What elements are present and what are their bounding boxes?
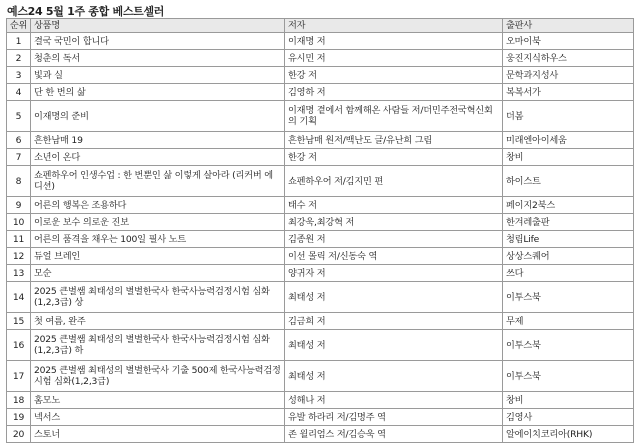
rank-cell: 1 bbox=[7, 33, 31, 50]
table-row bbox=[7, 409, 634, 426]
table-row bbox=[7, 265, 634, 282]
author-cell: 김금희 저 bbox=[285, 313, 503, 330]
rank-cell: 5 bbox=[7, 101, 31, 132]
table-row bbox=[7, 197, 634, 214]
header-author: 저자 bbox=[285, 19, 503, 33]
header-publisher: 출판사 bbox=[503, 19, 634, 33]
rank-cell: 12 bbox=[7, 248, 31, 265]
publisher-cell: 이투스북 bbox=[503, 282, 634, 313]
table-row bbox=[7, 50, 634, 67]
book-title-cell: 흔한남매 19 bbox=[31, 132, 285, 149]
author-cell: 태수 저 bbox=[285, 197, 503, 214]
table-row bbox=[7, 282, 634, 313]
book-title-cell: 이로운 보수 의로운 진보 bbox=[31, 214, 285, 231]
author-cell: 흔한남매 원저/백난도 글/유난희 그림 bbox=[285, 132, 503, 149]
author-cell: 유발 하라리 저/김명주 역 bbox=[285, 409, 503, 426]
rank-cell: 20 bbox=[7, 426, 31, 443]
table-row bbox=[7, 392, 634, 409]
rank-cell: 14 bbox=[7, 282, 31, 313]
table-row bbox=[7, 361, 634, 392]
author-cell: 최태성 저 bbox=[285, 330, 503, 361]
publisher-cell: 상상스퀘어 bbox=[503, 248, 634, 265]
author-cell: 존 윌리엄스 저/김승욱 역 bbox=[285, 426, 503, 443]
rank-cell: 18 bbox=[7, 392, 31, 409]
rank-cell: 6 bbox=[7, 132, 31, 149]
table-row bbox=[7, 248, 634, 265]
book-title-cell: 2025 큰별쌤 최태성의 별별한국사 기출 500제 한국사능력검정시험 심화(1,2,3급) bbox=[31, 361, 285, 392]
book-title-cell: 빛과 실 bbox=[31, 67, 285, 84]
author-cell: 최태성 저 bbox=[285, 282, 503, 313]
book-title-cell: 청춘의 독서 bbox=[31, 50, 285, 67]
table-header-row bbox=[7, 19, 634, 33]
table-row bbox=[7, 166, 634, 197]
publisher-cell: 쓰다 bbox=[503, 265, 634, 282]
table-row bbox=[7, 101, 634, 132]
table-row bbox=[7, 426, 634, 443]
publisher-cell: 김영사 bbox=[503, 409, 634, 426]
publisher-cell: 오마이북 bbox=[503, 33, 634, 50]
book-title-cell: 2025 큰별쌤 최태성의 별별한국사 한국사능력검정시험 심화(1,2,3급) 하 bbox=[31, 330, 285, 361]
table-row bbox=[7, 231, 634, 248]
publisher-cell: 더봄 bbox=[503, 101, 634, 132]
book-title-cell: 스토너 bbox=[31, 426, 285, 443]
book-title-cell: 단 한 번의 삶 bbox=[31, 84, 285, 101]
book-title-cell: 쇼펜하우어 인생수업 : 한 번뿐인 삶 이렇게 살아라 (리커버 에디션) bbox=[31, 166, 285, 197]
rank-cell: 7 bbox=[7, 149, 31, 166]
author-cell: 이재명 저 bbox=[285, 33, 503, 50]
publisher-cell: 하이스트 bbox=[503, 166, 634, 197]
publisher-cell: 청림Life bbox=[503, 231, 634, 248]
publisher-cell: 무제 bbox=[503, 313, 634, 330]
book-title-cell: 이재명의 준비 bbox=[31, 101, 285, 132]
table-row bbox=[7, 84, 634, 101]
table-row bbox=[7, 313, 634, 330]
table-row bbox=[7, 33, 634, 50]
table-row bbox=[7, 67, 634, 84]
author-cell: 유시민 저 bbox=[285, 50, 503, 67]
rank-cell: 17 bbox=[7, 361, 31, 392]
author-cell: 양귀자 저 bbox=[285, 265, 503, 282]
book-title-cell: 2025 큰별쌤 최태성의 별별한국사 한국사능력검정시험 심화(1,2,3급) 상 bbox=[31, 282, 285, 313]
author-cell: 최강욱,최강혁 저 bbox=[285, 214, 503, 231]
book-title-cell: 넥서스 bbox=[31, 409, 285, 426]
author-cell: 이재명 곁에서 함께해온 사람들 저/더민주전국혁신회의 기획 bbox=[285, 101, 503, 132]
rank-cell: 15 bbox=[7, 313, 31, 330]
header-rank: 순위 bbox=[7, 19, 31, 33]
table-row bbox=[7, 132, 634, 149]
publisher-cell: 이투스북 bbox=[503, 361, 634, 392]
rank-cell: 10 bbox=[7, 214, 31, 231]
book-title-cell: 소년이 온다 bbox=[31, 149, 285, 166]
rank-cell: 9 bbox=[7, 197, 31, 214]
book-title-cell: 결국 국민이 합니다 bbox=[31, 33, 285, 50]
book-title-cell: 첫 여름, 완주 bbox=[31, 313, 285, 330]
author-cell: 쇼펜하우어 저/김지민 편 bbox=[285, 166, 503, 197]
book-title-cell: 어른의 품격을 채우는 100일 필사 노트 bbox=[31, 231, 285, 248]
table-row bbox=[7, 149, 634, 166]
rank-cell: 8 bbox=[7, 166, 31, 197]
author-cell: 한강 저 bbox=[285, 149, 503, 166]
author-cell: 김종원 저 bbox=[285, 231, 503, 248]
rank-cell: 13 bbox=[7, 265, 31, 282]
header-book: 상품명 bbox=[31, 19, 285, 33]
publisher-cell: 이투스북 bbox=[503, 330, 634, 361]
author-cell: 한강 저 bbox=[285, 67, 503, 84]
table-row bbox=[7, 214, 634, 231]
publisher-cell: 웅진지식하우스 bbox=[503, 50, 634, 67]
page-title: 예스24 5월 1주 종합 베스트셀러 bbox=[7, 5, 165, 18]
publisher-cell: 미래엔아이세움 bbox=[503, 132, 634, 149]
author-cell: 김영하 저 bbox=[285, 84, 503, 101]
table-row bbox=[7, 330, 634, 361]
rank-cell: 16 bbox=[7, 330, 31, 361]
rank-cell: 4 bbox=[7, 84, 31, 101]
publisher-cell: 창비 bbox=[503, 149, 634, 166]
publisher-cell: 한겨레출판 bbox=[503, 214, 634, 231]
author-cell: 이선 몰릭 저/신동숙 역 bbox=[285, 248, 503, 265]
book-title-cell: 듀얼 브레인 bbox=[31, 248, 285, 265]
book-title-cell: 모순 bbox=[31, 265, 285, 282]
publisher-cell: 창비 bbox=[503, 392, 634, 409]
book-title-cell: 홈모노 bbox=[31, 392, 285, 409]
rank-cell: 3 bbox=[7, 67, 31, 84]
rank-cell: 2 bbox=[7, 50, 31, 67]
publisher-cell: 문학과지성사 bbox=[503, 67, 634, 84]
rank-cell: 19 bbox=[7, 409, 31, 426]
author-cell: 성해나 저 bbox=[285, 392, 503, 409]
rank-cell: 11 bbox=[7, 231, 31, 248]
author-cell: 최태성 저 bbox=[285, 361, 503, 392]
publisher-cell: 알에이치코리아(RHK) bbox=[503, 426, 634, 443]
publisher-cell: 페이지2북스 bbox=[503, 197, 634, 214]
bestseller-table bbox=[6, 18, 634, 443]
book-title-cell: 어른의 행복은 조용하다 bbox=[31, 197, 285, 214]
publisher-cell: 복복서가 bbox=[503, 84, 634, 101]
